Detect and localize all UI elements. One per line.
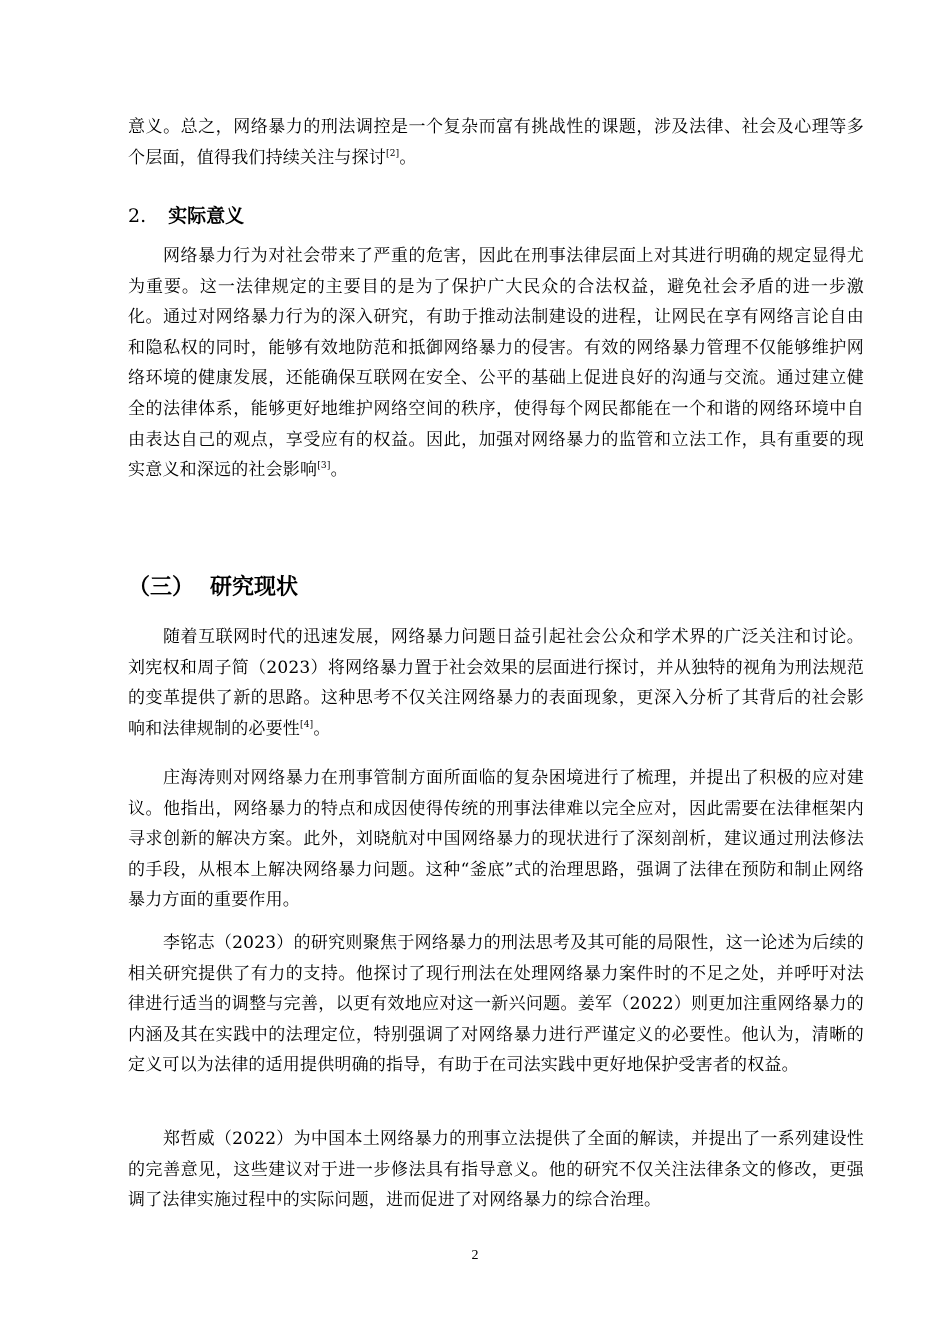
- section-title: 实际意义: [168, 205, 245, 227]
- paragraph-research-status-1: [128, 622, 864, 744]
- paragraph-tail: 。: [399, 147, 417, 168]
- paragraph-research-status-3: 李铭志（2023）的研究则聚焦于网络暴力的刑法思考及其可能的局限性，这一论述为后续的相关研究提供了有力的支持。他探讨了现行刑法在处理网络暴力案件时的不足之处，并呼吁对法律进行适当的调整与完善，以更有效地应对这一新兴问题。姜军（2022）则更加注重网络暴力的内涵及其在实践中的法理定位，特别强调了对网络暴力进行严谨定义的必要性。他认为，清晰的定义可以为法律的适用提供明确的指导，有助于在司法实践中更好地保护受害者的权益。: [128, 933, 864, 1076]
- paragraph-tail: 。: [330, 460, 348, 481]
- section-number: 2.: [128, 205, 147, 227]
- paragraph-text: 随着互联网时代的迅速发展，网络暴力问题日益引起社会公众和学术界的广泛关注和讨论。刘宪权和周子简（2023）将网络暴力置于社会效果的层面进行探讨，并从独特的视角为刑法规范的变革提供了新的思路。这种思考不仅关注网络暴力的表面现象，更深入分析了其背后的社会影响和法律规制的必要性: [128, 627, 864, 739]
- paragraph-research-status-4: 郑哲威（2022）为中国本土网络暴力的刑事立法提供了全面的解读，并提出了一系列建设性的完善意见，这些建议对于进一步修法具有指导意义。他的研究不仅关注法律条文的修改，更强调了法律实施过程中的实际问题，进而促进了对网络暴力的综合治理。: [128, 1129, 864, 1211]
- paragraph-intro-conclusion: [128, 112, 864, 173]
- section-heading-practical: [128, 203, 244, 229]
- section-heading-research-status: [128, 573, 298, 603]
- paragraph-practical-significance: [128, 241, 864, 486]
- citation-ref: [4]: [300, 719, 314, 730]
- section-title: 研究现状: [210, 575, 299, 600]
- citation-ref: [2]: [386, 148, 400, 159]
- paragraph-text: 意义。总之，网络暴力的刑法调控是一个复杂而富有挑战性的课题，涉及法律、社会及心理等多个层面，值得我们持续关注与探讨: [128, 117, 864, 168]
- citation-ref: [3]: [317, 461, 331, 472]
- paragraph-text: 网络暴力行为对社会带来了严重的危害，因此在刑事法律层面上对其进行明确的规定显得尤为重要。这一法律规定的主要目的是为了保护广大民众的合法权益，避免社会矛盾的进一步激化。通过对网络暴力行为的深入研究，有助于推动法制建设的进程，让网民在享有网络言论自由和隐私权的同时，能够有效地防范和抵御网络暴力的侵害。有效的网络暴力管理不仅能够维护网络环境的健康发展，还能确保互联网在安全、公平的基础上促进良好的沟通与交流。通过建立健全的法律体系，能够更好地维护网络空间的秩序，使得每个网民都能在一个和谐的网络环境中自由表达自己的观点，享受应有的权益。因此，加强对网络暴力的监管和立法工作，具有重要的现实意义和深远的社会影响: [128, 246, 864, 481]
- paragraph-research-status-2: 庄海涛则对网络暴力在刑事管制方面所面临的复杂困境进行了梳理，并提出了积极的应对建议。他指出，网络暴力的特点和成因使得传统的刑事法律难以完全应对，因此需要在法律框架内寻求创新的解决方案。此外，刘晓航对中国网络暴力的现状进行了深刻剖析，建议通过刑法修法的手段，从根本上解决网络暴力问题。这种“釜底”式的治理思路，强调了法律在预防和制止网络暴力方面的重要作用。: [128, 768, 864, 911]
- paragraph-tail: 。: [313, 718, 331, 739]
- page-number: 2: [471, 1248, 479, 1263]
- section-number: （三）: [128, 575, 195, 600]
